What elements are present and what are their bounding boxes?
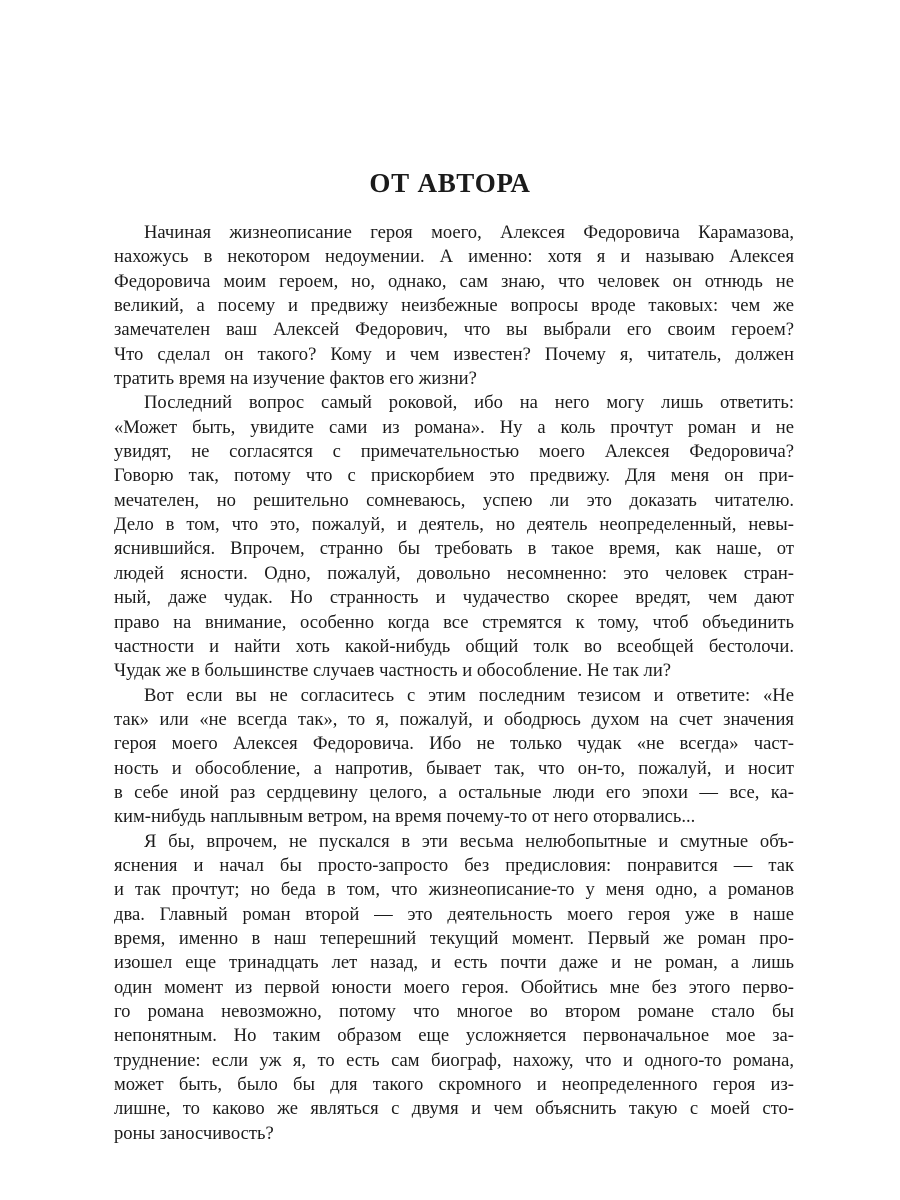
text-line: ность и обособление, а напротив, бывает так, что он-то, пожалуй, и носит bbox=[114, 757, 794, 779]
text-line: Дело в том, что это, пожалуй, и деятель, но деятель неопределенный, невы- bbox=[114, 514, 794, 536]
text-line: людей ясности. Одно, пожалуй, довольно несомненно: это человек стран- bbox=[114, 562, 794, 584]
text-line: роны заносчивость? bbox=[114, 1122, 274, 1144]
text-line: изошел еще тринадцать лет назад, и есть почти даже и не роман, а лишь bbox=[114, 952, 794, 974]
text-line: право на внимание, особенно когда все стремятся к тому, чтоб объединить bbox=[114, 611, 794, 633]
text-line: великий, а посему и предвижу неизбежные вопросы вроде таковых: чем же bbox=[114, 295, 794, 317]
chapter-title: ОТ АВТОРА bbox=[369, 168, 531, 198]
text-line: яснения и начал бы просто-запросто без предисловия: понравится — так bbox=[114, 854, 794, 876]
text-line: так» или «не всегда так», то я, пожалуй, и ободрюсь духом на счет значения bbox=[114, 708, 794, 730]
text-line: непонятным. Но таким образом еще усложняется первоначальное мое за- bbox=[114, 1025, 794, 1047]
text-line: и так прочтут; но беда в том, что жизнеописание-то у меня одно, а романов bbox=[114, 879, 794, 901]
text-line: «Может быть, увидите сами из романа». Ну а коль прочтут роман и не bbox=[114, 416, 794, 438]
text-line: Чудак же в большинстве случаев частность и обособление. Не так ли? bbox=[114, 660, 672, 682]
text-line: частности и найти хоть какой-нибудь общий толк во всеобщей бестолочи. bbox=[114, 635, 794, 657]
text-line: Я бы, впрочем, не пускался в эти весьма нелюбопытные и смутные объ- bbox=[144, 830, 794, 852]
paragraph bbox=[114, 684, 794, 830]
paragraph bbox=[114, 391, 794, 683]
text-line: ный, даже чудак. Но странность и чудачество скорее вредят, чем дают bbox=[114, 587, 794, 609]
text-line: героя моего Алексея Федоровича. Ибо не только чудак «не всегда» част- bbox=[114, 733, 794, 755]
text-line: яснившийся. Впрочем, странно бы требовать в такое время, как наше, от bbox=[114, 538, 794, 560]
text-line: Федоровича моим героем, но, однако, сам знаю, что человек он отнюдь не bbox=[114, 270, 794, 292]
text-line: два. Главный роман второй — это деятельность моего героя уже в наше bbox=[114, 903, 794, 925]
text-line: Говорю так, потому что с прискорбием это предвижу. Для меня он при- bbox=[114, 465, 794, 487]
text-line: Что сделал он такого? Кому и чем известен? Почему я, читатель, должен bbox=[114, 343, 794, 365]
text-line: один момент из первой юности моего героя. Обойтись мне без этого перво- bbox=[114, 976, 794, 998]
text-line: в себе иной раз сердцевину целого, а остальные люди его эпохи — все, ка- bbox=[114, 781, 794, 803]
text-line: увидят, не согласятся с примечательностью моего Алексея Федоровича? bbox=[114, 441, 794, 463]
text-line: лишне, то каково же являться с двумя и чем объяснить такую с моей сто- bbox=[114, 1098, 794, 1120]
text-line: мечателен, но решительно сомневаюсь, успею ли это доказать читателю. bbox=[114, 489, 794, 511]
text-line: Последний вопрос самый роковой, ибо на него могу лишь ответить: bbox=[144, 392, 794, 414]
text-line: Начиная жизнеописание героя моего, Алексея Федоровича Карамазова, bbox=[144, 222, 794, 243]
text-line: нахожусь в некотором недоумении. А именно: хотя я и называю Алексея bbox=[114, 246, 794, 268]
text-line: Вот если вы не согласитесь с этим последним тезисом и ответите: «Не bbox=[144, 684, 794, 706]
paragraph bbox=[114, 830, 794, 1146]
text-line: тратить время на изучение фактов его жизни? bbox=[114, 368, 477, 390]
text-line: замечателен ваш Алексей Федорович, что вы выбрали его своим героем? bbox=[114, 319, 794, 341]
text-line: ким-нибудь наплывным ветром, на время почему-то от него оторвались... bbox=[114, 806, 696, 828]
text-line: труднение: если уж я, то есть сам биограф, нахожу, что и одного-то романа, bbox=[114, 1049, 794, 1071]
text-line: время, именно в наш теперешний текущий момент. Первый же роман про- bbox=[114, 927, 794, 949]
body-text bbox=[114, 221, 794, 1146]
text-line: может быть, было бы для такого скромного и неопределенного героя из- bbox=[114, 1074, 794, 1096]
paragraph bbox=[114, 221, 794, 391]
text-line: го романа невозможно, потому что многое во втором романе стало бы bbox=[114, 1001, 794, 1022]
